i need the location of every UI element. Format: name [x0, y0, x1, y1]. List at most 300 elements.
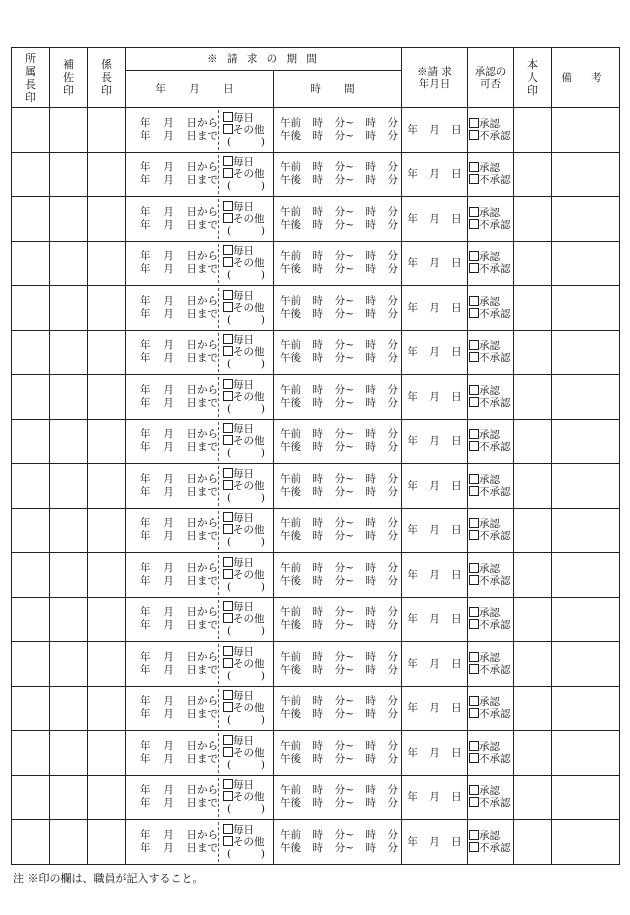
assistant-seal-cell[interactable]	[50, 419, 88, 464]
approve-option[interactable]: 承認	[469, 118, 513, 130]
time-cell[interactable]	[274, 642, 402, 687]
checkbox-icon[interactable]	[469, 174, 479, 184]
checkbox-icon[interactable]	[469, 118, 479, 128]
checkbox-icon[interactable]	[469, 708, 479, 718]
checkbox-icon[interactable]	[223, 124, 233, 134]
self-seal-cell[interactable]	[514, 330, 552, 375]
checkbox-icon[interactable]	[469, 296, 479, 306]
time-cell[interactable]	[274, 241, 402, 286]
daily-option[interactable]: 毎日	[223, 468, 265, 480]
period-date-cell[interactable]	[126, 375, 274, 420]
section-chief-seal-cell[interactable]	[88, 152, 126, 197]
self-seal-cell[interactable]	[514, 508, 552, 553]
period-date-cell[interactable]	[126, 152, 274, 197]
time-cell[interactable]	[274, 419, 402, 464]
assistant-seal-cell[interactable]	[50, 731, 88, 776]
chief-seal-cell[interactable]	[12, 108, 50, 153]
remarks-cell[interactable]	[552, 375, 620, 420]
checkbox-icon[interactable]	[223, 201, 233, 211]
checkbox-icon[interactable]	[223, 690, 233, 700]
approve-option[interactable]: 承認	[469, 162, 513, 174]
checkbox-icon[interactable]	[469, 607, 479, 617]
checkbox-icon[interactable]	[223, 213, 233, 223]
other-option[interactable]: その他	[223, 524, 265, 536]
self-seal-cell[interactable]	[514, 108, 552, 153]
checkbox-icon[interactable]	[223, 557, 233, 567]
remarks-cell[interactable]	[552, 108, 620, 153]
date-range: 年 月 日から 年 月 日まで	[140, 561, 218, 587]
checkbox-icon[interactable]	[469, 340, 479, 350]
checkbox-icon[interactable]	[469, 429, 479, 439]
assistant-seal-cell[interactable]	[50, 464, 88, 509]
checkbox-icon[interactable]	[469, 441, 479, 451]
period-date-cell[interactable]	[126, 553, 274, 598]
checkbox-icon[interactable]	[469, 397, 479, 407]
section-chief-seal-cell[interactable]	[88, 241, 126, 286]
period-date-cell[interactable]	[126, 820, 274, 865]
checkbox-icon[interactable]	[223, 435, 233, 445]
daily-option[interactable]: 毎日	[223, 601, 265, 613]
time-cell[interactable]	[274, 820, 402, 865]
self-seal-cell[interactable]	[514, 597, 552, 642]
period-date-cell[interactable]	[126, 597, 274, 642]
checkbox-icon[interactable]	[223, 334, 233, 344]
request-date-cell[interactable]: 年 月 日	[402, 241, 468, 286]
checkbox-icon[interactable]	[469, 664, 479, 674]
other-detail-field[interactable]: ( )	[227, 625, 265, 638]
reject-option[interactable]: 不承認	[469, 753, 513, 765]
section-chief-seal-cell[interactable]	[88, 731, 126, 776]
section-chief-seal-cell[interactable]	[88, 330, 126, 375]
checkbox-icon[interactable]	[469, 652, 479, 662]
self-seal-cell[interactable]	[514, 152, 552, 197]
checkbox-icon[interactable]	[223, 836, 233, 846]
chief-seal-cell[interactable]	[12, 330, 50, 375]
request-date-cell[interactable]: 年 月 日	[402, 419, 468, 464]
checkbox-icon[interactable]	[469, 474, 479, 484]
other-detail-field[interactable]: ( )	[227, 669, 265, 682]
reject-option[interactable]: 不承認	[469, 219, 513, 231]
assistant-seal-cell[interactable]	[50, 508, 88, 553]
period-date-cell[interactable]	[126, 286, 274, 331]
checkbox-icon[interactable]	[223, 112, 233, 122]
daily-option[interactable]: 毎日	[223, 112, 265, 124]
date-range: 年 月 日から 年 月 日まで	[140, 517, 218, 543]
period-date-cell[interactable]	[126, 108, 274, 153]
reject-option[interactable]: 不承認	[469, 797, 513, 809]
chief-seal-cell[interactable]	[12, 152, 50, 197]
chief-seal-cell[interactable]	[12, 197, 50, 242]
section-chief-seal-cell[interactable]	[88, 286, 126, 331]
other-detail-field[interactable]: ( )	[227, 269, 265, 282]
self-seal-cell[interactable]	[514, 197, 552, 242]
self-seal-cell[interactable]	[514, 775, 552, 820]
section-chief-seal-cell[interactable]	[88, 108, 126, 153]
assistant-seal-cell[interactable]	[50, 553, 88, 598]
date-range: 年 月 日から 年 月 日まで	[140, 739, 218, 765]
request-date-cell[interactable]: 年 月 日	[402, 330, 468, 375]
approve-option[interactable]: 承認	[469, 340, 513, 352]
request-date-cell[interactable]: 年 月 日	[402, 464, 468, 509]
assistant-seal-cell[interactable]	[50, 775, 88, 820]
other-option[interactable]: その他	[223, 435, 265, 447]
checkbox-icon[interactable]	[223, 747, 233, 757]
period-date-cell[interactable]	[126, 464, 274, 509]
reject-option[interactable]: 不承認	[469, 174, 513, 186]
remarks-cell[interactable]	[552, 553, 620, 598]
chief-seal-cell[interactable]	[12, 686, 50, 731]
other-detail-field[interactable]: ( )	[227, 135, 265, 148]
other-option[interactable]: その他	[223, 168, 265, 180]
other-option[interactable]: その他	[223, 747, 265, 759]
reject-option[interactable]: 不承認	[469, 530, 513, 542]
checkbox-icon[interactable]	[469, 530, 479, 540]
approval-cell	[468, 553, 514, 598]
checkbox-icon[interactable]	[469, 130, 479, 140]
chief-seal-cell[interactable]	[12, 775, 50, 820]
request-date-cell[interactable]: 年 月 日	[402, 286, 468, 331]
period-date-cell[interactable]	[126, 241, 274, 286]
period-date-cell[interactable]	[126, 419, 274, 464]
approve-option[interactable]: 承認	[469, 607, 513, 619]
remarks-cell[interactable]	[552, 820, 620, 865]
frequency-options	[223, 156, 265, 192]
remarks-cell[interactable]	[552, 152, 620, 197]
assistant-seal-cell[interactable]	[50, 108, 88, 153]
checkbox-icon[interactable]	[469, 797, 479, 807]
assistant-seal-cell[interactable]	[50, 686, 88, 731]
header-chief-seal: 所 属 長 印	[12, 48, 50, 108]
checkbox-icon[interactable]	[223, 779, 233, 789]
daily-option[interactable]: 毎日	[223, 690, 265, 702]
remarks-cell[interactable]	[552, 597, 620, 642]
other-option[interactable]: その他	[223, 480, 265, 492]
reject-option[interactable]: 不承認	[469, 708, 513, 720]
checkbox-icon[interactable]	[223, 646, 233, 656]
chief-seal-cell[interactable]	[12, 419, 50, 464]
request-date-cell[interactable]: 年 月 日	[402, 553, 468, 598]
assistant-seal-cell[interactable]	[50, 820, 88, 865]
period-date-cell[interactable]	[126, 330, 274, 375]
time-cell[interactable]	[274, 330, 402, 375]
daily-option[interactable]: 毎日	[223, 735, 265, 747]
checkbox-icon[interactable]	[223, 569, 233, 579]
approve-option[interactable]: 承認	[469, 474, 513, 486]
approval-cell	[468, 820, 514, 865]
period-date-cell[interactable]	[126, 775, 274, 820]
daily-option[interactable]: 毎日	[223, 646, 265, 658]
request-date-cell[interactable]: 年 月 日	[402, 508, 468, 553]
other-option[interactable]: その他	[223, 124, 265, 136]
remarks-cell[interactable]	[552, 330, 620, 375]
daily-option[interactable]: 毎日	[223, 201, 265, 213]
chief-seal-cell[interactable]	[12, 731, 50, 776]
checkbox-icon[interactable]	[469, 575, 479, 585]
checkbox-icon[interactable]	[469, 696, 479, 706]
assistant-seal-cell[interactable]	[50, 241, 88, 286]
chief-seal-cell[interactable]	[12, 553, 50, 598]
other-detail-field[interactable]: ( )	[227, 580, 265, 593]
assistant-seal-cell[interactable]	[50, 642, 88, 687]
reject-option[interactable]: 不承認	[469, 575, 513, 587]
self-seal-cell[interactable]	[514, 286, 552, 331]
checkbox-icon[interactable]	[469, 563, 479, 573]
self-seal-cell[interactable]	[514, 686, 552, 731]
chief-seal-cell[interactable]	[12, 820, 50, 865]
other-detail-field[interactable]: ( )	[227, 758, 265, 771]
request-date-cell[interactable]: 年 月 日	[402, 775, 468, 820]
reject-option[interactable]: 不承認	[469, 308, 513, 320]
request-date-cell[interactable]: 年 月 日	[402, 152, 468, 197]
checkbox-icon[interactable]	[223, 480, 233, 490]
other-detail-field[interactable]: ( )	[227, 447, 265, 460]
approve-option[interactable]: 承認	[469, 207, 513, 219]
daily-option[interactable]: 毎日	[223, 557, 265, 569]
approve-option[interactable]: 承認	[469, 830, 513, 842]
assistant-seal-cell[interactable]	[50, 197, 88, 242]
remarks-cell[interactable]	[552, 241, 620, 286]
checkbox-icon[interactable]	[223, 613, 233, 623]
request-date-cell[interactable]: 年 月 日	[402, 731, 468, 776]
checkbox-icon[interactable]	[223, 658, 233, 668]
checkbox-icon[interactable]	[469, 263, 479, 273]
reject-option[interactable]: 不承認	[469, 130, 513, 142]
remarks-cell[interactable]	[552, 775, 620, 820]
assistant-seal-cell[interactable]	[50, 152, 88, 197]
section-chief-seal-cell[interactable]	[88, 508, 126, 553]
self-seal-cell[interactable]	[514, 731, 552, 776]
self-seal-cell[interactable]	[514, 241, 552, 286]
checkbox-icon[interactable]	[223, 168, 233, 178]
checkbox-icon[interactable]	[223, 601, 233, 611]
self-seal-cell[interactable]	[514, 553, 552, 598]
daily-option[interactable]: 毎日	[223, 245, 265, 257]
checkbox-icon[interactable]	[223, 735, 233, 745]
other-detail-field[interactable]: ( )	[227, 180, 265, 193]
other-detail-field[interactable]: ( )	[227, 847, 265, 860]
checkbox-icon[interactable]	[469, 219, 479, 229]
other-option[interactable]: その他	[223, 569, 265, 581]
other-option[interactable]: その他	[223, 658, 265, 670]
chief-seal-cell[interactable]	[12, 642, 50, 687]
period-date-cell[interactable]	[126, 508, 274, 553]
time-cell[interactable]	[274, 508, 402, 553]
checkbox-icon[interactable]	[223, 346, 233, 356]
pm-time-line: 午後 時 分~ 時 分	[280, 174, 398, 187]
checkbox-icon[interactable]	[223, 524, 233, 534]
other-option[interactable]: その他	[223, 613, 265, 625]
assistant-seal-cell[interactable]	[50, 597, 88, 642]
approve-option[interactable]: 承認	[469, 652, 513, 664]
other-option[interactable]: その他	[223, 257, 265, 269]
daily-option[interactable]: 毎日	[223, 379, 265, 391]
daily-option[interactable]: 毎日	[223, 423, 265, 435]
daily-option[interactable]: 毎日	[223, 156, 265, 168]
reject-option[interactable]: 不承認	[469, 263, 513, 275]
chief-seal-cell[interactable]	[12, 241, 50, 286]
other-option[interactable]: その他	[223, 702, 265, 714]
remarks-cell[interactable]	[552, 464, 620, 509]
other-option[interactable]: その他	[223, 791, 265, 803]
time-cell[interactable]	[274, 197, 402, 242]
remarks-cell[interactable]	[552, 731, 620, 776]
request-date-cell[interactable]: 年 月 日	[402, 642, 468, 687]
remarks-cell[interactable]	[552, 419, 620, 464]
other-detail-field[interactable]: ( )	[227, 714, 265, 727]
checkbox-icon[interactable]	[223, 702, 233, 712]
daily-option[interactable]: 毎日	[223, 290, 265, 302]
request-date-cell[interactable]: 年 月 日	[402, 686, 468, 731]
checkbox-icon[interactable]	[469, 619, 479, 629]
reject-option[interactable]: 不承認	[469, 486, 513, 498]
checkbox-icon[interactable]	[469, 518, 479, 528]
approve-option[interactable]: 承認	[469, 385, 513, 397]
checkbox-icon[interactable]	[223, 512, 233, 522]
checkbox-icon[interactable]	[469, 741, 479, 751]
checkbox-icon[interactable]	[223, 791, 233, 801]
approve-option[interactable]: 承認	[469, 429, 513, 441]
section-chief-seal-cell[interactable]	[88, 197, 126, 242]
period-date-cell[interactable]	[126, 731, 274, 776]
remarks-cell[interactable]	[552, 286, 620, 331]
frequency-options	[223, 334, 265, 370]
checkbox-icon[interactable]	[223, 245, 233, 255]
chief-seal-cell[interactable]	[12, 508, 50, 553]
checkbox-icon[interactable]	[223, 257, 233, 267]
time-cell[interactable]	[274, 775, 402, 820]
date-range: 年 月 日から 年 月 日まで	[140, 205, 218, 231]
other-option[interactable]: その他	[223, 213, 265, 225]
checkbox-icon[interactable]	[469, 486, 479, 496]
other-detail-field[interactable]: ( )	[227, 224, 265, 237]
time-cell[interactable]	[274, 464, 402, 509]
other-detail-field[interactable]: ( )	[227, 402, 265, 415]
daily-option[interactable]: 毎日	[223, 824, 265, 836]
section-chief-seal-cell[interactable]	[88, 597, 126, 642]
self-seal-cell[interactable]	[514, 464, 552, 509]
checkbox-icon[interactable]	[469, 385, 479, 395]
other-detail-field[interactable]: ( )	[227, 536, 265, 549]
other-detail-field[interactable]: ( )	[227, 358, 265, 371]
chief-seal-cell[interactable]	[12, 375, 50, 420]
section-chief-seal-cell[interactable]	[88, 553, 126, 598]
assistant-seal-cell[interactable]	[50, 375, 88, 420]
checkbox-icon[interactable]	[469, 842, 479, 852]
approve-option[interactable]: 承認	[469, 518, 513, 530]
checkbox-icon[interactable]	[469, 162, 479, 172]
section-chief-seal-cell[interactable]	[88, 642, 126, 687]
time-cell[interactable]	[274, 286, 402, 331]
time-cell[interactable]	[274, 731, 402, 776]
approve-option[interactable]: 承認	[469, 296, 513, 308]
remarks-cell[interactable]	[552, 508, 620, 553]
reject-option[interactable]: 不承認	[469, 619, 513, 631]
request-date-cell[interactable]: 年 月 日	[402, 597, 468, 642]
daily-option[interactable]: 毎日	[223, 512, 265, 524]
other-detail-field[interactable]: ( )	[227, 313, 265, 326]
self-seal-cell[interactable]	[514, 642, 552, 687]
approve-option[interactable]: 承認	[469, 741, 513, 753]
checkbox-icon[interactable]	[223, 824, 233, 834]
other-option[interactable]: その他	[223, 391, 265, 403]
chief-seal-cell[interactable]	[12, 464, 50, 509]
section-chief-seal-cell[interactable]	[88, 820, 126, 865]
period-date-cell[interactable]	[126, 686, 274, 731]
other-option[interactable]: その他	[223, 836, 265, 848]
self-seal-cell[interactable]	[514, 419, 552, 464]
time-cell[interactable]	[274, 108, 402, 153]
checkbox-icon[interactable]	[223, 302, 233, 312]
checkbox-icon[interactable]	[469, 753, 479, 763]
assistant-seal-cell[interactable]	[50, 330, 88, 375]
self-seal-cell[interactable]	[514, 820, 552, 865]
chief-seal-cell[interactable]	[12, 286, 50, 331]
checkbox-icon[interactable]	[223, 468, 233, 478]
reject-option[interactable]: 不承認	[469, 441, 513, 453]
other-option[interactable]: その他	[223, 346, 265, 358]
request-date-cell[interactable]: 年 月 日	[402, 197, 468, 242]
time-cell[interactable]	[274, 553, 402, 598]
checkbox-icon[interactable]	[469, 785, 479, 795]
section-chief-seal-cell[interactable]	[88, 375, 126, 420]
daily-option[interactable]: 毎日	[223, 779, 265, 791]
checkbox-icon[interactable]	[469, 207, 479, 217]
other-detail-field[interactable]: ( )	[227, 491, 265, 504]
remarks-cell[interactable]	[552, 642, 620, 687]
reject-option[interactable]: 不承認	[469, 842, 513, 854]
checkbox-icon[interactable]	[469, 830, 479, 840]
time-cell[interactable]	[274, 152, 402, 197]
checkbox-icon[interactable]	[223, 290, 233, 300]
remarks-cell[interactable]	[552, 686, 620, 731]
chief-seal-cell[interactable]	[12, 597, 50, 642]
request-date-cell[interactable]: 年 月 日	[402, 375, 468, 420]
remarks-cell[interactable]	[552, 197, 620, 242]
checkbox-icon[interactable]	[469, 352, 479, 362]
assistant-seal-cell[interactable]	[50, 286, 88, 331]
time-cell[interactable]	[274, 686, 402, 731]
other-detail-field[interactable]: ( )	[227, 803, 265, 816]
daily-option[interactable]: 毎日	[223, 334, 265, 346]
other-option[interactable]: その他	[223, 302, 265, 314]
reject-option[interactable]: 不承認	[469, 397, 513, 409]
period-date-cell[interactable]	[126, 642, 274, 687]
checkbox-icon[interactable]	[223, 156, 233, 166]
reject-option[interactable]: 不承認	[469, 664, 513, 676]
checkbox-icon[interactable]	[469, 251, 479, 261]
approve-option[interactable]: 承認	[469, 563, 513, 575]
approve-option[interactable]: 承認	[469, 696, 513, 708]
section-chief-seal-cell[interactable]	[88, 464, 126, 509]
request-date-cell[interactable]: 年 月 日	[402, 108, 468, 153]
checkbox-icon[interactable]	[223, 379, 233, 389]
request-date-cell[interactable]: 年 月 日	[402, 820, 468, 865]
approve-option[interactable]: 承認	[469, 251, 513, 263]
time-cell[interactable]	[274, 375, 402, 420]
approve-option[interactable]: 承認	[469, 785, 513, 797]
checkbox-icon[interactable]	[223, 391, 233, 401]
section-chief-seal-cell[interactable]	[88, 686, 126, 731]
section-chief-seal-cell[interactable]	[88, 775, 126, 820]
checkbox-icon[interactable]	[223, 423, 233, 433]
checkbox-icon[interactable]	[469, 308, 479, 318]
reject-option[interactable]: 不承認	[469, 352, 513, 364]
self-seal-cell[interactable]	[514, 375, 552, 420]
time-cell[interactable]	[274, 597, 402, 642]
section-chief-seal-cell[interactable]	[88, 419, 126, 464]
date-range: 年 月 日から 年 月 日まで	[140, 161, 218, 187]
period-date-cell[interactable]	[126, 197, 274, 242]
